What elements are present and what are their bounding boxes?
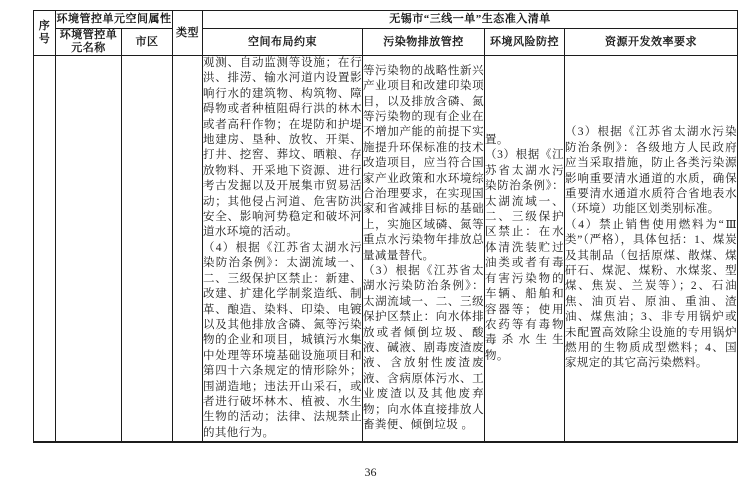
header-serial-number: 序号 <box>34 11 56 56</box>
header-main-title: 无锡市“三线一单”生态准入清单 <box>203 11 738 29</box>
header-environmental-risk-prevention: 环境风险防控 <box>485 29 565 56</box>
paragraph: （4）根据《江苏省太湖水污染防治条例》：太湖流域一、二、三级保护区禁止：新建、改建、扩建化学制浆造纸、制革、酿造、染料、印染、电镀以及其他排放含磷、氮等污染物的企业和项目，城镇污水集中处理等环境基础设施项目和第四十六条规定的情形除外；围湖造地；违法开山采石，或者进行破坏林木、植被、水生生物的活动；法律、法规禁止的其他行为。 <box>203 241 362 439</box>
page-number: 36 <box>364 465 377 479</box>
cell-type <box>173 56 203 443</box>
paragraph: （3）根据《江苏省太湖水污染防治条例》：各级地方人民政府应当采取措施，防止各类污染源影响重要清水通道的水质，确保重要清水通道水质符合省地表水（环境）功能区划类别标准。 <box>565 126 737 216</box>
cell-serial-number <box>34 56 56 443</box>
cell-spatial-layout-constraints <box>203 56 363 443</box>
table-row <box>34 56 738 443</box>
cell-pollutant-emission-control <box>363 56 485 443</box>
header-spatial-layout-constraints: 空间布局约束 <box>203 29 363 56</box>
cell-district <box>122 56 173 443</box>
header-district: 市区 <box>122 29 173 56</box>
paragraph: 观测、自动监测等设施；在行洪、排涝、输水河道内设置影响行水的建筑物、构筑物、障碍物或者种植阻碍行洪的林木或者高秆作物；在堤防和护堤地建房、垦种、放牧、开渠、打井、挖窖、葬坟、晒粮、存放物料、开采地下资源、进行考古发掘以及开展集市贸易活动；其他侵占河道、危害防洪安全、影响河势稳定和破坏河道水环境的活动。 <box>203 57 362 239</box>
header-unit-name: 环境管控单元名称 <box>56 29 122 56</box>
paragraph: （3）根据《江苏省太湖水污染防治条例》：太湖流域一、二、三级保护区禁止：向水体排放或者倾倒垃圾、酸液、碱液、剧毒废渣废液、含放射性废渣废液、含病原体污水、工业废渣以及其他废弃物；向水体直接排放人畜粪便、倾倒垃圾 。 <box>363 264 484 432</box>
header-spatial-attributes: 环境管控单元空间属性 <box>56 11 173 29</box>
header-pollutant-emission-control: 污染物排放管控 <box>363 29 485 56</box>
header-type: 类型 <box>173 11 203 56</box>
header-resource-efficiency-requirements: 资源开发效率要求 <box>565 29 738 56</box>
paragraph: 置。 <box>485 134 509 147</box>
header-row-2 <box>34 29 738 56</box>
eco-access-table <box>33 10 738 443</box>
paragraph: （4）禁止销售使用燃料为“Ⅲ类”（严格），具体包括：1、煤炭及其制品（包括原煤、散煤、煤矸石、煤泥、煤粉、水煤浆、型煤、焦炭、兰炭等）；2、石油焦、油页岩、原油、重油、渣油、煤焦油；3、非专用锅炉或未配置高效除尘设施的专用锅炉燃用的生物质成型燃料；4、国家规定的其它高污染燃料。 <box>565 218 737 370</box>
cell-environmental-risk-prevention <box>485 56 565 443</box>
paragraph: （3）根据《江苏省太湖水污染防治条例》：太湖流域一、二、三级保护区禁止：在水体清洗装贮过油类或者有毒有害污染物的车辆、船舶和容器等；使用农药等有毒物毒杀水生生物。 <box>485 149 564 362</box>
cell-unit-name <box>56 56 122 443</box>
paragraph: 等污染物的战略性新兴产业项目和改建印染项目，以及排放含磷、氮等污染物的现有企业在不增加产能的前提下实施提升环保标准的技术改造项目，应当符合国家产业政策和水环境综合治理要求，在实现国家和省减排目标的基础上，实施区域磷、氮等重点水污染物年排放总量减量替代。 <box>363 64 484 262</box>
cell-resource-efficiency-requirements <box>565 56 738 443</box>
header-row-1 <box>34 11 738 29</box>
